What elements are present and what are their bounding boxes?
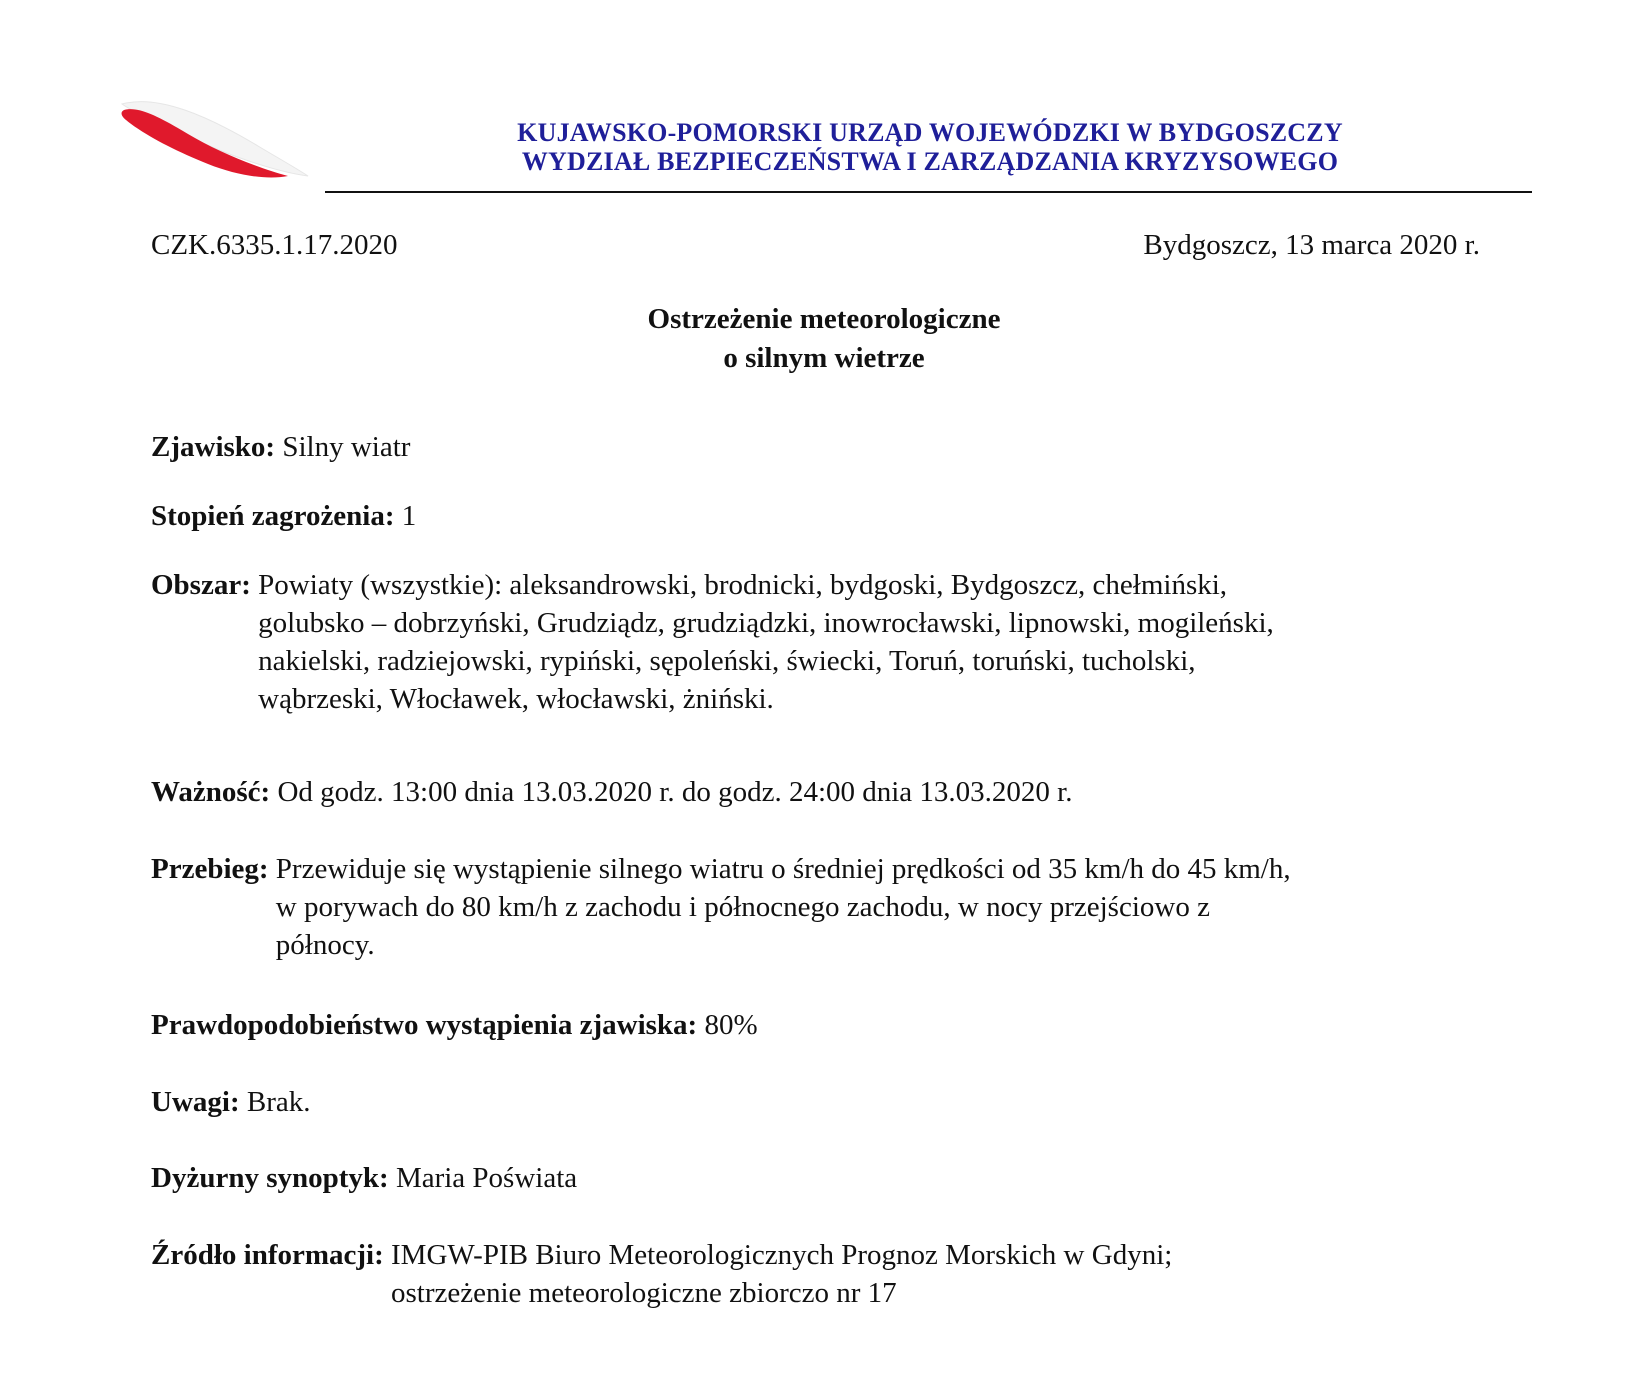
organization-name: [330, 118, 1530, 176]
field-area: [151, 566, 1274, 718]
org-line-2: WYDZIAŁ BEZPIECZEŃSTWA I ZARZĄDZANIA KRYZYSOWEGO: [521, 147, 1339, 176]
flag-stripe-logo-graphic: [118, 96, 318, 196]
field-value: Od godz. 13:00 dnia 13.03.2020 r. do godz. 24:00 dnia 13.03.2020 r.: [277, 776, 1073, 808]
area-line: golubsko – dobrzyński, Grudziądz, grudziądzki, inowrocławski, lipnowski, mogileński,: [258, 607, 1274, 639]
field-value: Brak.: [246, 1086, 311, 1118]
field-label: Uwagi:: [151, 1086, 240, 1118]
field-value: 80%: [704, 1009, 758, 1041]
field-label: Przebieg:: [151, 853, 269, 885]
field-label: Źródło informacji:: [151, 1239, 384, 1271]
area-line: wąbrzeski, Włocławek, włocławski, żniński.: [258, 683, 774, 715]
field-value: [276, 850, 1291, 964]
course-line: Przewiduje się wystąpienie silnego wiatru o średniej prędkości od 35 km/h do 45 km/h,: [275, 853, 1291, 885]
field-probability: [151, 1006, 758, 1044]
field-label: Obszar:: [151, 569, 251, 601]
source-line: IMGW-PIB Biuro Meteorologicznych Prognoz Morskich w Gdyni;: [391, 1239, 1173, 1271]
field-value: Silny wiatr: [282, 431, 411, 463]
field-label: Dyżurny synoptyk:: [151, 1162, 389, 1194]
field-label: Ważność:: [151, 776, 271, 808]
area-line: Powiaty (wszystkie): aleksandrowski, brodnicki, bydgoski, Bydgoszcz, chełmiński,: [258, 569, 1228, 601]
title-line-2: o silnym wietrze: [723, 342, 925, 374]
course-line: w porywach do 80 km/h z zachodu i północnego zachodu, w nocy przejściowo z: [275, 891, 1210, 923]
field-validity: [151, 773, 1073, 811]
field-label: Zjawisko:: [151, 431, 276, 463]
area-line: nakielski, radziejowski, rypiński, sępoleński, świecki, Toruń, toruński, tucholski,: [258, 645, 1196, 677]
org-line-1: KUJAWSKO-POMORSKI URZĄD WOJEWÓDZKI W BYDGOSZCZY: [517, 118, 1343, 147]
field-phenomenon: [151, 428, 410, 466]
field-threat-level: [151, 497, 416, 535]
field-course: [151, 850, 1291, 964]
field-forecaster: [151, 1159, 577, 1197]
field-value: 1: [401, 500, 417, 532]
field-label: Stopień zagrożenia:: [151, 500, 395, 532]
field-value: [258, 566, 1274, 718]
reference-number: CZK.6335.1.17.2020: [151, 229, 398, 261]
flag-stripe-logo: [118, 96, 318, 196]
field-source: [151, 1236, 1172, 1312]
place-date: Bydgoszcz, 13 marca 2020 r.: [1143, 229, 1480, 261]
field-value: Maria Poświata: [395, 1162, 578, 1194]
document-title: [0, 300, 1648, 378]
header-divider: [325, 191, 1532, 193]
field-remarks: [151, 1083, 310, 1121]
title-line-1: Ostrzeżenie meteorologiczne: [647, 303, 1001, 335]
field-label: Prawdopodobieństwo wystąpienia zjawiska:: [151, 1009, 698, 1041]
source-line: ostrzeżenie meteorologiczne zbiorczo nr 17: [391, 1277, 897, 1309]
field-value: [391, 1236, 1172, 1312]
course-line: północy.: [275, 929, 375, 961]
